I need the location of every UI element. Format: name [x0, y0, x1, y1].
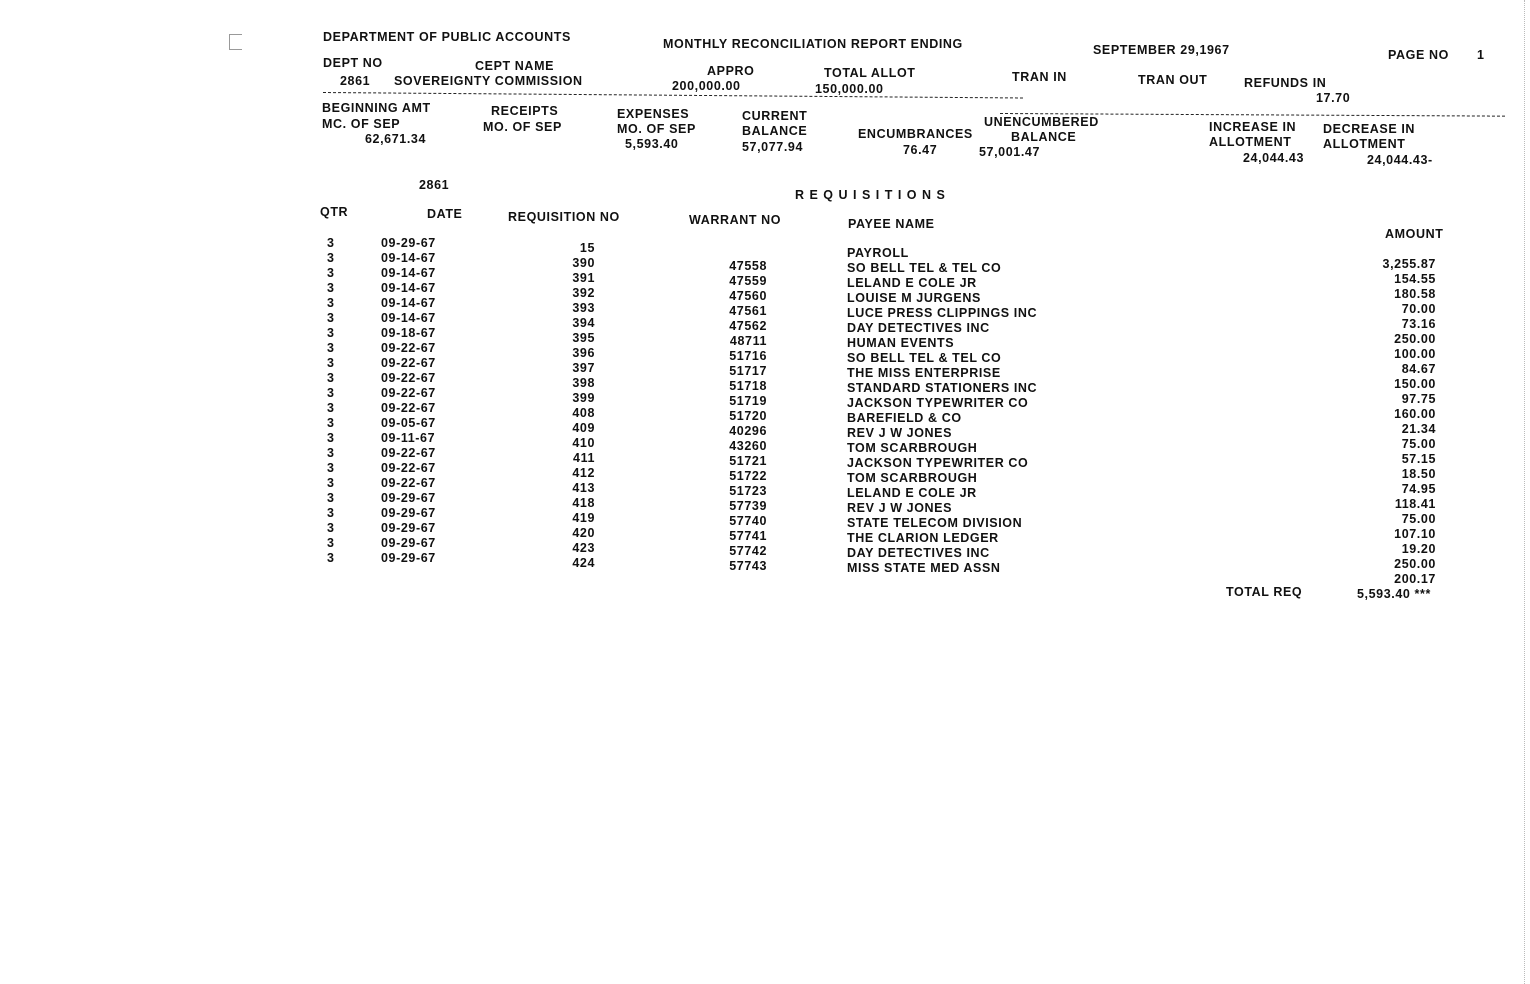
row-date: 09-29-67 — [381, 536, 436, 550]
row-warrant: 51721 — [729, 454, 767, 468]
unencumbered-value: 57,001.47 — [979, 145, 1041, 159]
row-date: 09-05-67 — [381, 416, 436, 430]
row-req: 390 — [572, 256, 595, 270]
row-date: 09-29-67 — [381, 506, 436, 520]
row-qtr: 3 — [327, 281, 335, 295]
appro-label: APPRO — [707, 64, 755, 78]
col-qtr: QTR — [320, 205, 349, 219]
row-payee: DAY DETECTIVES INC — [847, 321, 990, 335]
row-req: 394 — [572, 316, 595, 330]
row-amount: 200.17 — [1394, 572, 1436, 586]
col-requisition-no: REQUISITION NO — [508, 210, 620, 224]
row-qtr: 3 — [327, 551, 335, 565]
row-warrant: 43260 — [729, 439, 767, 453]
row-date: 09-14-67 — [381, 266, 436, 280]
row-amount: 84.67 — [1401, 362, 1436, 376]
row-qtr: 3 — [327, 401, 335, 415]
row-warrant — [700, 244, 767, 259]
page-number: 1 — [1477, 48, 1485, 62]
row-req: 411 — [573, 451, 595, 465]
row-payee: HUMAN EVENTS — [847, 336, 955, 350]
row-req: 398 — [572, 376, 595, 390]
decrease-label: DECREASE IN — [1323, 122, 1416, 136]
row-payee: SO BELL TEL & TEL CO — [847, 351, 1002, 365]
dept-name: SOVEREIGNTY COMMISSION — [394, 74, 583, 88]
tran-in-label: TRAN IN — [1012, 70, 1067, 84]
row-amount: 19.20 — [1401, 542, 1436, 556]
row-payee: LOUISE M JURGENS — [847, 291, 981, 305]
row-amount: 70.00 — [1401, 302, 1436, 316]
row-payee: SO BELL TEL & TEL CO — [847, 261, 1002, 275]
row-req: 396 — [572, 346, 595, 360]
row-payee: TOM SCARBROUGH — [847, 441, 978, 455]
row-warrant: 51723 — [729, 484, 767, 498]
row-payee: REV J W JONES — [847, 501, 953, 515]
current-label: CURRENT — [742, 109, 808, 123]
row-qtr: 3 — [327, 491, 335, 505]
dept-no: 2861 — [340, 74, 371, 88]
row-warrant: 47560 — [729, 289, 767, 303]
row-date: 09-14-67 — [381, 296, 436, 310]
row-qtr: 3 — [327, 356, 335, 370]
row-qtr: 3 — [327, 476, 335, 490]
row-payee: MISS STATE MED ASSN — [847, 561, 1001, 575]
row-warrant: 47558 — [729, 259, 767, 273]
tran-out-label: TRAN OUT — [1138, 73, 1208, 87]
expenses-label-2: MO. OF SEP — [617, 122, 696, 136]
row-date: 09-11-67 — [381, 431, 436, 445]
row-amount: 18.50 — [1401, 467, 1436, 481]
row-amount: 250.00 — [1394, 557, 1436, 571]
requisitions-title: R E Q U I S I T I O N S — [795, 188, 946, 202]
row-qtr: 3 — [327, 251, 335, 265]
row-req: 419 — [572, 511, 595, 525]
row-amount: 180.58 — [1394, 287, 1436, 301]
row-date: 09-22-67 — [381, 371, 436, 385]
col-warrant-no: WARRANT NO — [689, 213, 782, 227]
row-req: 395 — [572, 331, 595, 345]
row-qtr: 3 — [327, 521, 335, 535]
row-payee: LELAND E COLE JR — [847, 276, 977, 290]
row-warrant: 57740 — [729, 514, 767, 528]
row-payee: DAY DETECTIVES INC — [847, 546, 990, 560]
row-amount: 75.00 — [1401, 437, 1436, 451]
row-payee: STANDARD STATIONERS INC — [847, 381, 1038, 395]
row-qtr: 3 — [327, 386, 335, 400]
row-amount: 3,255.87 — [1382, 257, 1436, 271]
row-warrant: 47559 — [729, 274, 767, 288]
row-payee: THE MISS ENTERPRISE — [847, 366, 1001, 380]
row-amount: 21.34 — [1401, 422, 1436, 436]
row-qtr: 3 — [327, 341, 335, 355]
row-warrant: 57743 — [729, 559, 767, 573]
row-date: 09-22-67 — [381, 446, 436, 460]
row-qtr: 3 — [327, 536, 335, 550]
row-qtr: 3 — [327, 296, 335, 310]
row-warrant: 51719 — [729, 394, 767, 408]
row-req: 410 — [572, 436, 595, 450]
encumbrances-label: ENCUMBRANCES — [858, 127, 973, 141]
row-qtr: 3 — [327, 236, 335, 250]
expenses-label: EXPENSES — [617, 107, 690, 121]
row-qtr: 3 — [327, 446, 335, 460]
receipts-label-2: MO. OF SEP — [483, 120, 562, 134]
current-value: 57,077.94 — [742, 140, 804, 154]
expenses-value: 5,593.40 — [625, 137, 679, 151]
col-payee-name: PAYEE NAME — [848, 217, 935, 231]
row-warrant: 51717 — [729, 364, 767, 378]
unencumbered-label-2: BALANCE — [1011, 130, 1077, 144]
row-warrant: 47562 — [729, 319, 767, 333]
row-date: 09-29-67 — [381, 551, 436, 565]
dept-no-label: DEPT NO — [323, 56, 383, 70]
row-qtr: 3 — [327, 431, 335, 445]
row-date: 09-22-67 — [381, 461, 436, 475]
decrease-label-2: ALLOTMENT — [1323, 137, 1406, 151]
col-date: DATE — [427, 207, 463, 221]
row-warrant: 51716 — [729, 349, 767, 363]
total-allot-label: TOTAL ALLOT — [824, 66, 916, 80]
report-title: MONTHLY RECONCILIATION REPORT ENDING — [663, 37, 963, 51]
decrease-value: 24,044.43- — [1367, 153, 1433, 167]
row-warrant: 48711 — [729, 334, 767, 348]
row-payee: JACKSON TYPEWRITER CO — [847, 456, 1029, 470]
report-date: SEPTEMBER 29,1967 — [1093, 43, 1230, 57]
page-label: PAGE NO — [1388, 48, 1449, 62]
row-amount: 100.00 — [1394, 347, 1436, 361]
row-payee: JACKSON TYPEWRITER CO — [847, 396, 1029, 410]
total-req-label: TOTAL REQ — [1226, 585, 1303, 599]
row-amount: 74.95 — [1401, 482, 1436, 496]
row-date: 09-29-67 — [381, 491, 436, 505]
row-warrant: 51722 — [729, 469, 767, 483]
row-date: 09-22-67 — [381, 476, 436, 490]
row-date: 09-22-67 — [381, 386, 436, 400]
appro-value: 200,000.00 — [672, 79, 741, 93]
row-qtr: 3 — [327, 416, 335, 430]
row-req: 392 — [572, 286, 595, 300]
row-qtr: 3 — [327, 371, 335, 385]
row-date: 09-14-67 — [381, 281, 436, 295]
dept-name-label: CEPT NAME — [475, 59, 555, 73]
row-amount: 154.55 — [1394, 272, 1436, 286]
row-warrant: 47561 — [729, 304, 767, 318]
row-warrant: 57741 — [729, 529, 767, 543]
row-amount: 107.10 — [1394, 527, 1436, 541]
row-payee: STATE TELECOM DIVISION — [847, 516, 1023, 530]
row-req: 409 — [572, 421, 595, 435]
row-date: 09-29-67 — [381, 236, 436, 250]
refunds-in-value: 17.70 — [1316, 91, 1351, 105]
row-qtr: 3 — [327, 461, 335, 475]
row-payee: TOM SCARBROUGH — [847, 471, 978, 485]
row-payee: LELAND E COLE JR — [847, 486, 977, 500]
page-edge — [1524, 0, 1526, 984]
row-payee: THE CLARION LEDGER — [847, 531, 999, 545]
row-payee: REV J W JONES — [847, 426, 953, 440]
receipts-label: RECEIPTS — [491, 104, 559, 118]
row-date: 09-22-67 — [381, 356, 436, 370]
col-amount: AMOUNT — [1385, 227, 1444, 241]
row-req: 420 — [572, 526, 595, 540]
row-req: 413 — [572, 481, 595, 495]
row-amount: 160.00 — [1394, 407, 1436, 421]
row-amount: 75.00 — [1401, 512, 1436, 526]
row-warrant: 57742 — [729, 544, 767, 558]
row-amount: 250.00 — [1394, 332, 1436, 346]
increase-label: INCREASE IN — [1209, 120, 1297, 134]
increase-label-2: ALLOTMENT — [1209, 135, 1292, 149]
row-req: 391 — [572, 271, 595, 285]
req-dept-no: 2861 — [419, 178, 450, 192]
row-req: 423 — [572, 541, 595, 555]
row-amount: 150.00 — [1394, 377, 1436, 391]
total-req-value: 5,593.40 *** — [1357, 587, 1431, 601]
row-qtr: 3 — [327, 311, 335, 325]
beginning-label-2: MC. OF SEP — [322, 117, 401, 131]
row-qtr: 3 — [327, 506, 335, 520]
row-req: 418 — [572, 496, 595, 510]
total-allot-value: 150,000.00 — [815, 82, 884, 96]
current-label-2: BALANCE — [742, 124, 808, 138]
row-warrant: 51720 — [729, 409, 767, 423]
row-date: 09-18-67 — [381, 326, 436, 340]
row-payee: PAYROLL — [847, 246, 909, 260]
row-req: 408 — [572, 406, 595, 420]
row-warrant: 57739 — [729, 499, 767, 513]
row-amount: 73.16 — [1401, 317, 1436, 331]
row-payee: BAREFIELD & CO — [847, 411, 962, 425]
row-warrant: 51718 — [729, 379, 767, 393]
row-qtr: 3 — [327, 326, 335, 340]
row-req: 397 — [572, 361, 595, 375]
row-warrant: 40296 — [729, 424, 767, 438]
unencumbered-label: UNENCUMBERED — [984, 115, 1099, 129]
row-amount: 57.15 — [1401, 452, 1436, 466]
encumbrances-value: 76.47 — [903, 143, 938, 157]
increase-value: 24,044.43 — [1243, 151, 1305, 165]
row-date: 09-14-67 — [381, 311, 436, 325]
row-req: 393 — [572, 301, 595, 315]
row-req: 15 — [579, 241, 595, 255]
beginning-value: 62,671.34 — [365, 132, 427, 146]
row-req: 424 — [572, 556, 595, 570]
row-payee: LUCE PRESS CLIPPINGS INC — [847, 306, 1038, 320]
row-req: 412 — [572, 466, 595, 480]
row-amount: 97.75 — [1401, 392, 1436, 406]
row-qtr: 3 — [327, 266, 335, 280]
row-date: 09-14-67 — [381, 251, 436, 265]
row-req: 399 — [572, 391, 595, 405]
row-date: 09-22-67 — [381, 401, 436, 415]
refunds-in-label: REFUNDS IN — [1244, 76, 1327, 90]
beginning-label: BEGINNING AMT — [322, 101, 431, 115]
row-amount: 118.41 — [1394, 497, 1436, 511]
margin-bracket-mark — [229, 34, 242, 50]
row-date: 09-22-67 — [381, 341, 436, 355]
row-date: 09-29-67 — [381, 521, 436, 535]
org-name: DEPARTMENT OF PUBLIC ACCOUNTS — [323, 30, 571, 44]
